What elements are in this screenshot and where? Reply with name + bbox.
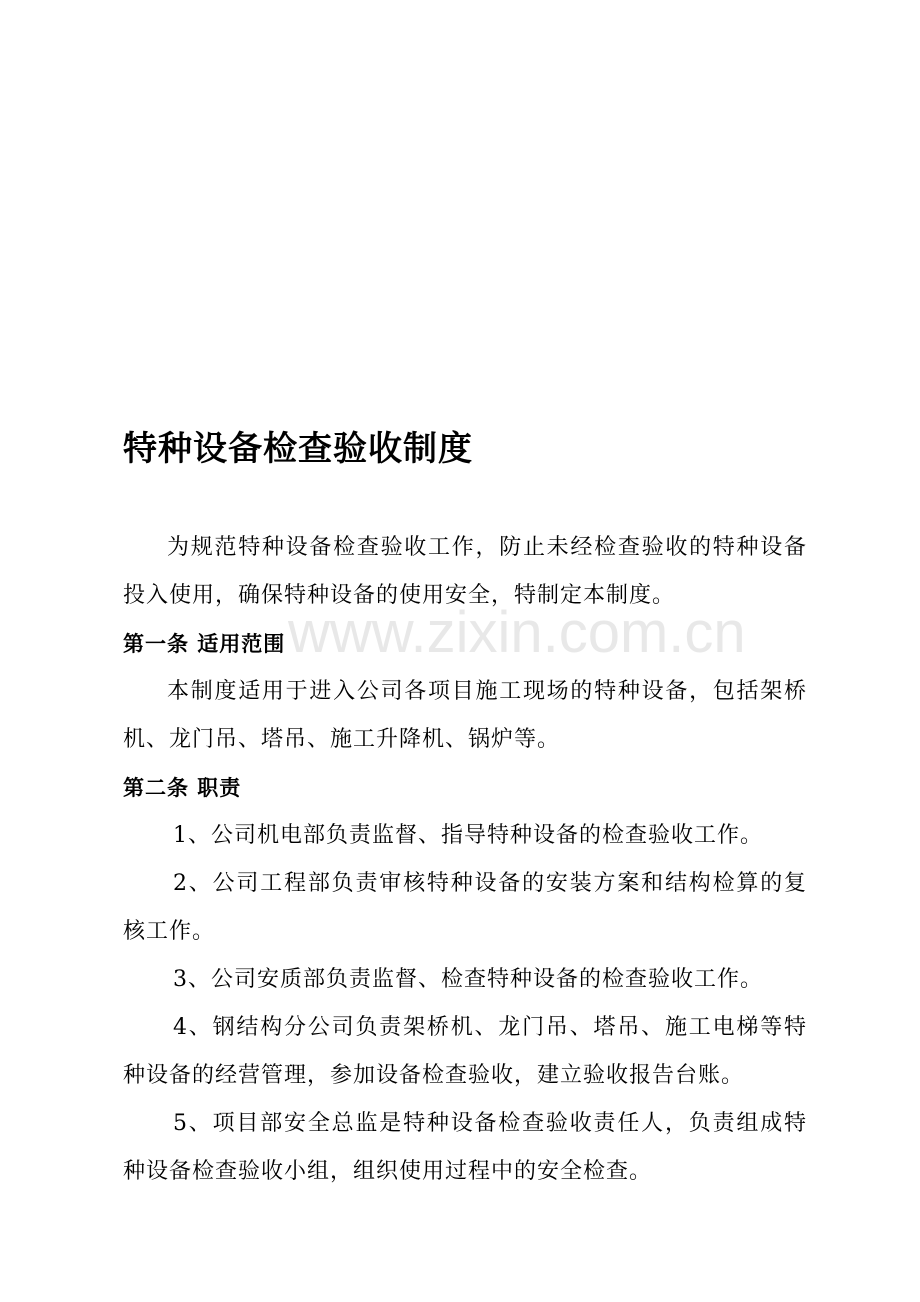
- responsibility-item-2: 2、公司工程部负责审核特种设备的安装方案和结构检算的复核工作。: [123, 871, 807, 944]
- document-body: [123, 524, 807, 1196]
- section-heading-scope: 第一条 适用范围: [123, 632, 286, 656]
- scope-paragraph: 本制度适用于进入公司各项目施工现场的特种设备，包括架桥机、龙门吊、塔吊、施工升降机、锅炉等。: [123, 679, 807, 752]
- intro-paragraph: 为规范特种设备检查验收工作，防止未经检查验收的特种设备投入使用，确保特种设备的使用安全，特制定本制度。: [123, 535, 807, 608]
- document-title: 特种设备检查验收制度: [123, 429, 473, 469]
- responsibility-item-4: 4、钢结构分公司负责架桥机、龙门吊、塔吊、施工电梯等特种设备的经营管理，参加设备检查验收，建立验收报告台账。: [123, 1015, 807, 1088]
- responsibility-item-3: 3、公司安质部负责监督、检查特种设备的检查验收工作。: [173, 967, 763, 992]
- responsibility-item-5: 5、项目部安全总监是特种设备检查验收责任人，负责组成特种设备检查验收小组，组织使用过程中的安全检查。: [123, 1111, 807, 1184]
- responsibility-item-1: 1、公司机电部负责监督、指导特种设备的检查验收工作。: [173, 823, 763, 848]
- watermark: www.zixin.com.cn: [288, 600, 746, 665]
- section-heading-responsibilities: 第二条 职责: [123, 776, 242, 800]
